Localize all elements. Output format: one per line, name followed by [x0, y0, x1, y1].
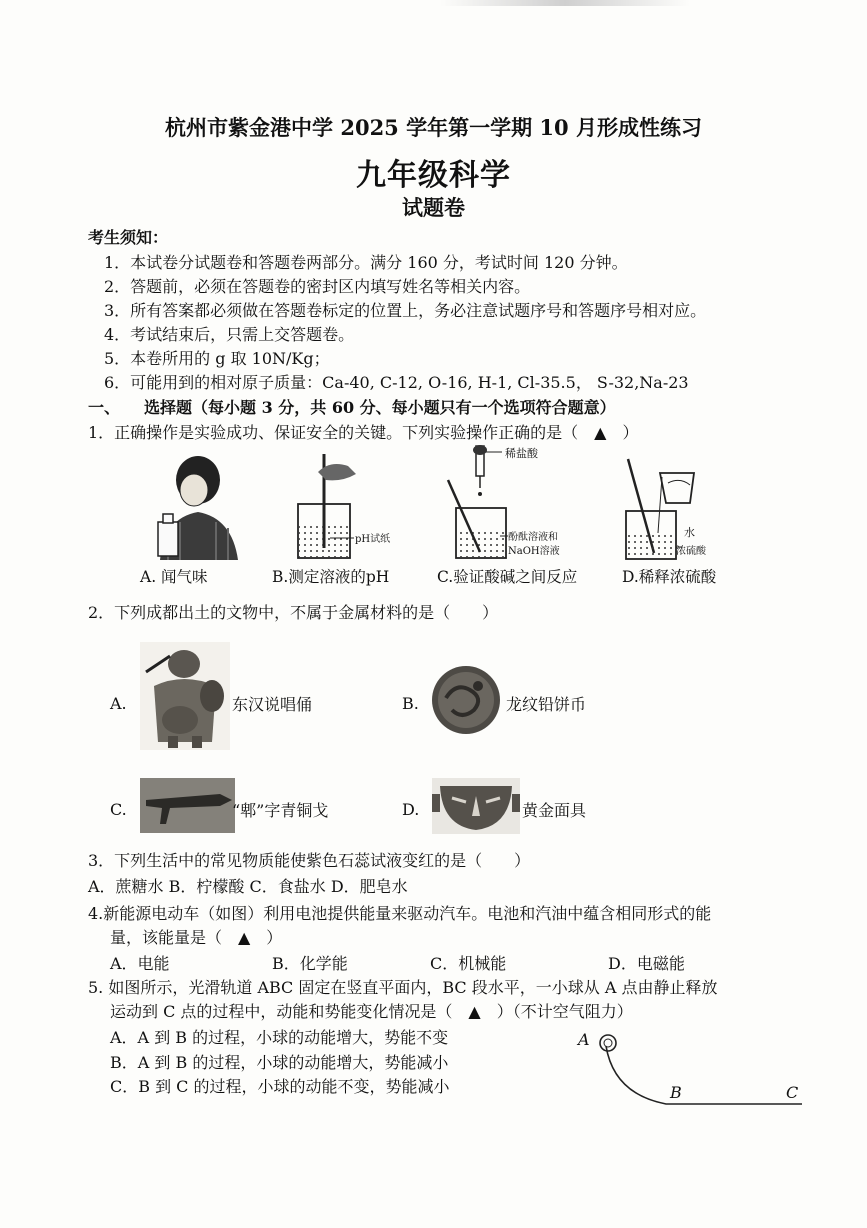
hcl-label: 稀盐酸 [505, 447, 538, 460]
q5-option-c: C．B 到 C 的过程，小球的动能不变，势能减小 [110, 1077, 450, 1096]
q1-option-b: B.测定溶液的pH [272, 568, 390, 586]
q4-option-d: D．电磁能 [608, 954, 685, 973]
q2-option-d-name: 黄金面具 [522, 801, 587, 820]
q2-option-c-letter: C. [110, 800, 127, 819]
q5-option-a: A．A 到 B 的过程，小球的动能增大，势能不变 [110, 1028, 449, 1047]
question-5-stem-line2: 运动到 C 点的过程中，动能和势能变化情况是（ ▲ ）（不计空气阻力） [110, 1002, 633, 1021]
q2-option-a-letter: A. [110, 694, 127, 713]
lead-coin-photo [430, 664, 502, 736]
question-5-stem-line1: 5. 如图所示，光滑轨道 ABC 固定在竖直平面内，BC 段水平，一小球从 A 点由静止释放 [88, 978, 718, 997]
section-title: 一、 选择题（每小题 3 分，共 60 分、每小题只有一个选项符合题意） [88, 398, 616, 417]
notice-item: 5．本卷所用的 g 取 10N/Kg； [104, 349, 330, 368]
q1-option-a: A. 闻气味 [140, 568, 208, 586]
question-3-options: A．蔗糖水 B．柠檬酸 C．食盐水 D．肥皂水 [88, 877, 408, 896]
school-title: 杭州市紫金港中学 2025 学年第一学期 10 月形成性练习 [165, 115, 702, 140]
q5-option-b: B．A 到 B 的过程，小球的动能增大，势能减小 [110, 1053, 449, 1072]
q4-option-b: B．化学能 [272, 954, 348, 973]
notice-item: 4．考试结束后，只需上交答题卷。 [104, 325, 355, 344]
q2-option-a-name: 东汉说唱俑 [232, 695, 313, 714]
q2-option-d-letter: D. [402, 800, 420, 819]
point-b-label: B [670, 1083, 682, 1102]
indicator-label-2: NaOH溶液 [508, 546, 560, 557]
point-c-label: C [786, 1083, 799, 1102]
q1-option-c: C.验证酸碱之间反应 [437, 568, 578, 586]
paper-type: 试题卷 [402, 195, 465, 220]
gold-mask-photo [432, 778, 520, 834]
q2-option-b-name: 龙纹铅饼币 [506, 695, 587, 714]
notice-item: 3．所有答案都必须做在答题卷标定的位置上，务必注意试题序号和答题序号相对应。 [104, 301, 707, 320]
question-2-stem: 2．下列成都出土的文物中，不属于金属材料的是（ ） [88, 603, 499, 622]
point-a-label: A [578, 1030, 590, 1049]
question-4-stem-line1: 4.新能源电动车（如图）利用电池提供能量来驱动汽车。电池和汽油中蕴含相同形式的能 [88, 904, 712, 923]
ph-paper-label: pH试纸 [355, 534, 391, 545]
question-3-stem: 3．下列生活中的常见物质能使紫色石蕊试液变红的是（ ） [88, 851, 531, 870]
scan-smudge [440, 0, 690, 6]
bronze-ge-photo [140, 778, 235, 833]
subject-title: 九年级科学 [356, 158, 511, 193]
q1-option-d: D.稀释浓硫酸 [622, 568, 717, 586]
notice-item: 6．可能用到的相对原子质量：Ca-40, C-12, O-16, H-1, Cl-35.5， S-32,Na-23 [104, 373, 689, 392]
notice-item: 2．答题前，必须在答题卷的密封区内填写姓名等相关内容。 [104, 277, 531, 296]
notice-item: 1．本试卷分试题卷和答题卷两部分。满分 160 分，考试时间 120 分钟。 [104, 253, 628, 272]
q2-option-b-letter: B. [402, 694, 419, 713]
conc-acid-label: 浓硫酸 [676, 546, 706, 557]
question-4-stem-line2: 量，该能量是（ ▲ ） [110, 928, 283, 947]
smell-gas-illustration [150, 450, 245, 560]
ph-test-illustration [290, 452, 410, 560]
q2-option-c-name: “郫”字青铜戈 [232, 801, 329, 820]
notice-heading: 考生须知： [88, 228, 169, 247]
track-abc-diagram [570, 1030, 810, 1110]
indicator-label-1: 酚酞溶液和 [508, 532, 558, 543]
q4-option-c: C．机械能 [430, 954, 507, 973]
water-label: 水 [684, 526, 695, 539]
question-1-stem: 1．正确操作是实验成功、保证安全的关键。下列实验操作正确的是（ ▲ ） [88, 423, 639, 442]
storyteller-figurine-photo [140, 642, 230, 750]
q4-option-a: A．电能 [110, 954, 170, 973]
